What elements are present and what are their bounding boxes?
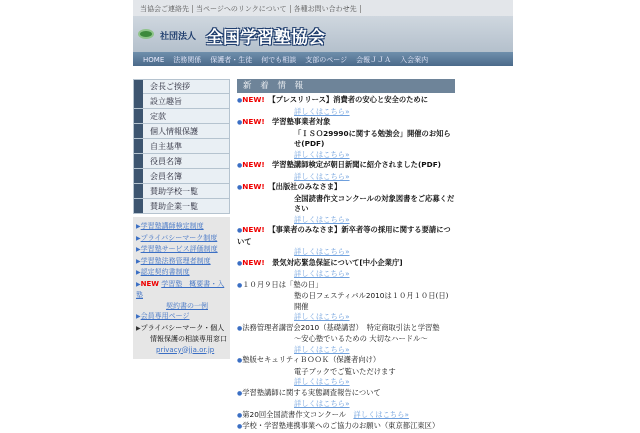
new-badge: NEW [140,279,159,288]
menu-marker-icon [134,80,143,94]
more-link[interactable]: 詳しくはこちら» [294,106,350,116]
top-link[interactable]: 各種お問い合わせ先 [291,5,361,13]
main-nav [133,52,513,66]
bullet-icon: ● [237,281,243,289]
more-link[interactable]: 詳しくはこちら» [294,377,350,386]
bullet-icon: ● [237,162,243,169]
sidebar [133,79,230,359]
menu-marker-icon [134,124,143,138]
more-link[interactable]: 詳しくはこちら» [294,149,350,159]
news-item: ●１０月９日は「塾の日」 塾の日フェスティバル2010は１０月１０日(日)開催 詳しくはこちら» [237,279,449,321]
new-badge: NEW! [242,225,265,234]
more-link[interactable]: 詳しくはこちら» [294,399,350,408]
members-link[interactable]: 会員専用ページ [140,312,190,320]
brand-title[interactable]: 全国学習塾協会 [206,28,325,48]
news-item: ●第20回全国読書作文コンクール 詳しくはこちら» [237,409,409,419]
side-link[interactable]: 学習塾講師検定制度 [140,222,204,230]
nav-item[interactable]: 何でも相談 [261,56,297,64]
site-header [133,16,513,52]
news-item: ●NEW! 【出版社のみなさま】 全国読書作文コンクールの対象図書をご応募ください 詳しくはこちら» [237,182,455,224]
arrow-icon: ▶ [136,246,141,253]
nav-item[interactable]: 会報ＪＪＡ [356,56,392,64]
sidebar-menu-item[interactable]: 会員名簿 [133,169,230,184]
bullet-icon: ● [237,119,243,126]
privacy-text: プライバシーマーク・個人 [140,323,225,332]
arrow-icon: ▶ [136,257,141,265]
side-link[interactable]: 学習塾サービス評価制度 [140,245,218,253]
sidebar-menu-item[interactable]: 個人情報保護 [133,124,230,139]
sidebar-menu-item[interactable]: 会長ご挨拶 [133,79,230,94]
new-badge: NEW! [242,257,265,267]
bullet-icon: ● [237,184,243,191]
new-badge: NEW! [242,117,265,126]
news-item: ●法務管理者講習会2010（基礎講習） 特定商取引法と学習塾 〜安心塾でいるための 大切なハードル〜 詳しくはこちら» [237,322,440,354]
privacy-email-link[interactable]: privacy@jja.or.jp [156,345,215,354]
top-link[interactable]: 当ページへのリンクについて [193,5,291,13]
news-item: ●NEW! 【事業者のみなさま】新卒者等の採用に関する要請について 詳しくはこちら» [237,225,451,256]
nav-item[interactable]: 支部のページ [305,56,348,64]
bullet-icon: ● [237,259,243,267]
menu-marker-icon [134,184,143,198]
more-link[interactable]: 詳しくはこちら» [294,344,350,354]
news-section [237,79,455,433]
side-link[interactable]: 認定契約書制度 [140,268,190,276]
side-link[interactable]: 学習塾 概要書・入塾 [136,279,225,299]
side-link[interactable]: 学習塾法務管理者制度 [140,256,211,265]
more-link[interactable]: 詳しくはこちら» [294,269,350,278]
nav-item[interactable]: 法務関係 [173,56,202,64]
arrow-icon: ▶ [136,269,141,276]
arrow-icon: ▶ [136,223,141,230]
side-link[interactable]: プライバシーマーク制度 [140,233,218,242]
bullet-icon: ● [237,357,243,364]
menu-marker-icon [134,199,143,213]
privacy-text2: 情報保護の相談専用窓口 [150,335,227,343]
news-title: 新 着 情 報 [237,79,455,93]
menu-marker-icon [134,139,143,153]
news-item: ●NEW! 【プレスリリース】消費者の安心と安全のために 詳しくはこちら» [237,95,429,116]
sidebar-menu-item[interactable]: 役員名簿 [133,154,230,169]
new-badge: NEW! [242,160,265,169]
sidebar-menu-item[interactable]: 定款 [133,109,230,124]
nav-item[interactable]: 保護者・生徒 [210,56,253,64]
top-link[interactable]: 当協会ご連絡先 [137,5,193,13]
menu-marker-icon [134,169,143,183]
bullet-icon: ● [237,411,243,419]
top-links [133,0,513,16]
sidebar-links: ▶学習塾講師検定制度 ▶プライバシーマーク制度 ▶学習塾サービス評価制度 ▶学習塾法務管理者制度 ▶認定契約書制度 ▶NEW 学習塾 概要書・入塾 契約書の一例 ▶会員専用ページ ▶プライバシーマーク・個人 情報保護の相談専用窓口 privacy@jja.or.jp [133,217,230,359]
new-badge: NEW! [242,95,265,104]
nav-item[interactable]: 入会案内 [400,56,429,64]
more-link[interactable]: 詳しくはこちら» [294,312,350,321]
news-item: ●学習塾講師に関する実態調査報告について 詳しくはこちら» [237,387,381,408]
more-link[interactable]: 詳しくはこちら» [294,214,350,224]
news-item: ●NEW! 学習塾事業者対象 「ＩＳＯ29990に関する勉強会」開催のお知らせ(PDF) 詳しくはこちら» [237,117,451,159]
more-link[interactable]: 詳しくはこちら» [294,171,350,181]
nav-item[interactable]: HOME [143,56,165,64]
bullet-icon: ● [237,227,243,234]
news-item: ●学校・学習塾連携事業へのご協力のお願い（東京都江東区） [237,421,440,430]
bullet-icon: ● [237,423,243,430]
new-badge: NEW! [242,182,265,191]
menu-marker-icon [134,154,143,168]
sidebar-menu-item[interactable]: 賛助企業一覧 [133,199,230,214]
arrow-icon: ▶ [136,234,141,242]
bullet-icon: ● [237,324,243,332]
side-link[interactable]: 契約書の一例 [166,301,208,310]
sidebar-menu-item[interactable]: 設立趣旨 [133,94,230,109]
more-link[interactable]: 詳しくはこちら» [353,409,409,419]
sidebar-menu-item[interactable]: 賛助学校一覧 [133,184,230,199]
bullet-icon: ● [237,97,243,104]
news-item: ●NEW! 学習塾講師検定が朝日新聞に紹介されました(PDF) 詳しくはこちら» [237,160,442,181]
news-item: ●塾版セキュリティＢＯＯＫ（保護者向け） 電子ブックでご覧いただけます 詳しくはこちら» [237,355,411,386]
menu-marker-icon [134,94,143,108]
news-item: ●NEW! 景気対応緊急保証について[中小企業庁] 詳しくはこちら» [237,257,403,278]
logo-icon [138,29,154,39]
sidebar-menu-item[interactable]: 自主基準 [133,139,230,154]
brand-small: 社団法人 [160,32,197,42]
more-link[interactable]: 詳しくはこちら» [294,247,350,256]
bullet-icon: ● [237,389,243,397]
menu-marker-icon [134,109,143,123]
